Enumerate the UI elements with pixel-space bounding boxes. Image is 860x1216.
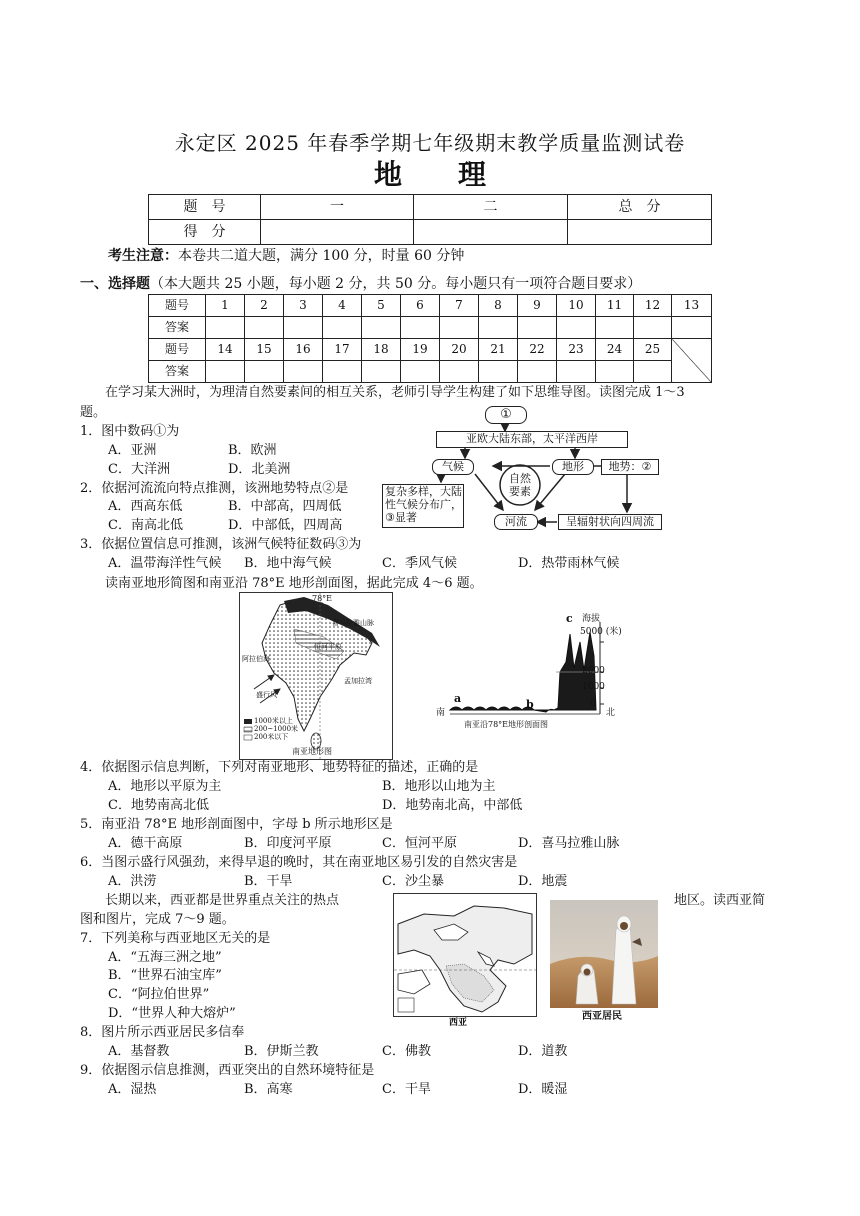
question-number: 1: [206, 295, 245, 317]
map-legend-2: 200~1000米: [254, 725, 299, 733]
answer-cell[interactable]: [518, 317, 557, 339]
row-label: 题号: [149, 339, 206, 361]
option[interactable]: C．南高北低: [108, 518, 183, 533]
feature-line: 性气候分布广，: [385, 498, 462, 511]
intro-paragraph-cont: 图和图片，完成 7～9 题。: [80, 912, 235, 927]
notice: [108, 247, 464, 266]
exam-title: 永定区 2025 年春季学期七年级期末教学质量监测试卷: [174, 131, 686, 155]
answer-cell[interactable]: [440, 317, 479, 339]
question-number: 22: [518, 339, 557, 361]
score-header-cell: 总 分: [568, 195, 712, 220]
option[interactable]: C．佛教: [382, 1044, 431, 1059]
question-number: 20: [440, 339, 479, 361]
answer-cell[interactable]: [518, 361, 557, 383]
south-asia-map: [239, 592, 393, 760]
answer-row-numbers: [149, 295, 712, 317]
option[interactable]: D．“世界人种大熔炉”: [108, 1006, 236, 1021]
question-8: 8．图片所示西亚居民多信奉: [80, 1025, 245, 1040]
question-number: 12: [634, 295, 672, 317]
question-number: 10: [557, 295, 596, 317]
intro-paragraph: 读南亚地形简图和南亚沿 78°E 地形剖面图，据此完成 4～6 题。: [105, 576, 483, 591]
score-table: [148, 194, 712, 245]
answer-cell[interactable]: [284, 317, 323, 339]
option[interactable]: A．洪涝: [108, 874, 157, 889]
answer-cell[interactable]: [401, 361, 440, 383]
question-number: 6: [401, 295, 440, 317]
question-number: 13: [672, 295, 712, 317]
mindmap-slope: 地势：②: [601, 459, 659, 475]
question-number: 9: [518, 295, 557, 317]
profile-tick: 2000: [582, 666, 605, 676]
score-entry-cell[interactable]: [568, 220, 712, 245]
answer-cell[interactable]: [634, 361, 672, 383]
option[interactable]: A．“五海三洲之地”: [108, 950, 222, 965]
answer-row-blanks: [149, 361, 712, 383]
option[interactable]: C．大洋洲: [108, 462, 170, 477]
option[interactable]: A．基督教: [108, 1044, 170, 1059]
question-number: 3: [284, 295, 323, 317]
map-caption: 南亚地形图: [292, 747, 332, 756]
profile-label-c: c: [566, 612, 573, 625]
score-header-cell: 二: [414, 195, 568, 220]
score-header-cell: 题 号: [149, 195, 261, 220]
answer-cell[interactable]: [206, 317, 245, 339]
question-4: 4．依据图示信息判断，下列对南亚地形、地势特征的描述，正确的是: [80, 760, 479, 775]
option[interactable]: A．亚洲: [108, 443, 157, 458]
option[interactable]: C．干旱: [382, 1082, 431, 1097]
map-label-meridian: 78°E: [312, 594, 333, 603]
map-label-arabian-sea: 阿拉伯海: [242, 655, 270, 663]
option[interactable]: D．喜马拉雅山脉: [518, 836, 620, 851]
answer-cell[interactable]: [440, 361, 479, 383]
map-label-wind: 盛行风: [256, 691, 277, 699]
question-7: 7．下列美称与西亚地区无关的是: [80, 931, 271, 946]
answer-row-blanks: [149, 317, 712, 339]
mindmap-feature: [382, 484, 464, 528]
profile-north: 北: [606, 708, 616, 718]
intro-paragraph-cont: 题。: [80, 405, 107, 420]
option[interactable]: B．中部高，四周低: [228, 499, 342, 514]
notice-text: 本卷共二道大题，满分 100 分，时量 60 分钟: [178, 248, 465, 264]
option[interactable]: D．地震: [518, 874, 568, 889]
section-label: 一、选择题: [80, 276, 150, 292]
west-asia-map-graphic: [393, 893, 537, 1017]
answer-cell[interactable]: [206, 361, 245, 383]
question-number: 5: [362, 295, 401, 317]
center-line: 要素: [509, 485, 531, 498]
answer-cell[interactable]: [362, 361, 401, 383]
option[interactable]: D．热带雨林气候: [518, 556, 620, 571]
question-number: 18: [362, 339, 401, 361]
question-number: 4: [323, 295, 362, 317]
mindmap-climate: 气候: [432, 459, 474, 475]
answer-cell[interactable]: [557, 317, 596, 339]
feature-line: ③显著: [385, 511, 417, 524]
center-line: 自然: [509, 472, 531, 485]
mindmap-river: 河流: [494, 514, 538, 530]
mindmap-node-1: ①: [485, 406, 527, 424]
option[interactable]: C．地势南高北低: [108, 798, 209, 813]
option[interactable]: C．沙尘暴: [382, 874, 444, 889]
answer-cell[interactable]: [596, 361, 634, 383]
option[interactable]: A．湿热: [108, 1082, 157, 1097]
row-label: 题号: [149, 295, 206, 317]
mindmap-terrain: 地形: [552, 459, 594, 475]
question-number: 24: [596, 339, 634, 361]
row-label: 答案: [149, 317, 206, 339]
score-label-cell: 得 分: [149, 220, 261, 245]
option[interactable]: D．北美洲: [228, 462, 291, 477]
option[interactable]: A．西高东低: [108, 499, 183, 514]
question-number: 8: [479, 295, 518, 317]
profile-caption: 南亚沿78°E地形剖面图: [464, 720, 549, 729]
option[interactable]: B．印度河平原: [244, 836, 332, 851]
option[interactable]: C．季风气候: [382, 556, 457, 571]
mindmap-radial: 呈辐射状向四周流: [558, 514, 662, 530]
answer-cell[interactable]: [401, 317, 440, 339]
question-number: 17: [323, 339, 362, 361]
answer-cell[interactable]: [284, 361, 323, 383]
score-entry-cell[interactable]: [261, 220, 414, 245]
intro-paragraph: 地区。读西亚简: [674, 893, 766, 908]
section-heading: [80, 275, 641, 294]
option[interactable]: B．干旱: [244, 874, 293, 889]
option[interactable]: B．伊斯兰教: [244, 1044, 319, 1059]
option[interactable]: C．“阿拉伯世界”: [108, 987, 210, 1002]
answer-cell[interactable]: [362, 317, 401, 339]
west-asia-map: [393, 893, 535, 1031]
question-2: 2．依据河流流向特点推测，该洲地势特点②是: [80, 481, 349, 496]
question-6: 6．当图示盛行风强劲，来得早退的晚时，其在南亚地区易引发的自然灾害是: [80, 855, 518, 870]
question-1: 1．图中数码①为: [80, 424, 180, 439]
option[interactable]: D．地势南北高，中部低: [382, 798, 523, 813]
question-number: 15: [245, 339, 284, 361]
question-number: 2: [245, 295, 284, 317]
option[interactable]: B．“世界石油宝库”: [108, 968, 222, 983]
answer-cell[interactable]: [323, 317, 362, 339]
question-5: 5．南亚沿 78°E 地形剖面图中，字母 b 所示地形区是: [80, 817, 393, 832]
question-number: 19: [401, 339, 440, 361]
score-header-cell: 一: [261, 195, 414, 220]
answer-cell[interactable]: [557, 361, 596, 383]
mindmap-location: 亚欧大陆东部，太平洋西岸: [436, 431, 628, 448]
answer-cell[interactable]: [634, 317, 672, 339]
answer-cell[interactable]: [479, 317, 518, 339]
option[interactable]: A．温带海洋性气候: [108, 556, 222, 571]
answer-cell[interactable]: [245, 317, 284, 339]
row-label: 答案: [149, 361, 206, 383]
map-label-bay: 孟加拉湾: [344, 677, 372, 685]
west-asia-photo: [550, 900, 658, 1008]
answer-cell[interactable]: [323, 361, 362, 383]
question-number: 14: [206, 339, 245, 361]
option[interactable]: B．地中海气候: [244, 556, 332, 571]
option[interactable]: A．地形以平原为主: [108, 779, 222, 794]
question-number: 25: [634, 339, 672, 361]
option[interactable]: B．欧洲: [228, 443, 277, 458]
question-3: 3．依据位置信息可推测，该洲气候特征数码③为: [80, 537, 362, 552]
answer-cell[interactable]: [479, 361, 518, 383]
map-legend-3: 200米以下: [254, 733, 289, 741]
answer-row-numbers: [149, 339, 712, 361]
question-number: 21: [479, 339, 518, 361]
profile-south: 南: [436, 708, 446, 718]
option[interactable]: A．德干高原: [108, 836, 183, 851]
resident-photo: [550, 900, 658, 1008]
intro-paragraph: 长期以来，西亚都是世界重点关注的热点: [105, 893, 340, 908]
profile-tick: 1000: [582, 682, 605, 692]
option[interactable]: D．中部低，四周高: [228, 518, 343, 533]
answer-cell[interactable]: [672, 317, 712, 339]
question-number: 11: [596, 295, 634, 317]
option[interactable]: D．暖湿: [518, 1082, 568, 1097]
mindmap-center: [500, 472, 540, 498]
photo-caption: 西亚居民: [582, 1011, 622, 1022]
option[interactable]: B．高寒: [244, 1082, 293, 1097]
profile-tick: 0: [590, 699, 596, 709]
answer-cell[interactable]: [245, 361, 284, 383]
question-9: 9．依据图示信息推测，西亚突出的自然环境特征是: [80, 1063, 375, 1078]
question-number: 7: [440, 295, 479, 317]
section-text: （本大题共 25 小题，每小题 2 分，共 50 分。每小题只有一项符合题目要求）: [150, 276, 642, 292]
question-number: 23: [557, 339, 596, 361]
map-label-himalaya: 喜马拉雅山脉: [332, 619, 374, 627]
intro-paragraph: 在学习某大洲时，为理清自然要素间的相互关系，老师引导学生构建了如下思维导图。读图完成 1～3: [105, 385, 685, 400]
option[interactable]: D．道教: [518, 1044, 568, 1059]
profile-axis-label: 海拔: [582, 614, 601, 624]
subject-title: 地 理: [373, 158, 486, 191]
map-label-plain: 恒河平原: [314, 643, 342, 651]
profile-axis-unit: 5000 (米): [580, 627, 622, 637]
profile-label-b: b: [526, 698, 534, 711]
west-asia-caption: 西亚: [449, 1018, 468, 1028]
option[interactable]: B．地形以山地为主: [382, 779, 496, 794]
score-entry-cell[interactable]: [414, 220, 568, 245]
profile-label-a: a: [454, 692, 462, 705]
notice-label: 考生注意：: [108, 248, 178, 264]
map-legend-1: 1000米以上: [254, 717, 293, 725]
answer-cell[interactable]: [596, 317, 634, 339]
question-number: 16: [284, 339, 323, 361]
profile-diagram: [430, 612, 630, 734]
diagonal-cell: [672, 339, 712, 383]
answer-table: [148, 294, 712, 383]
option[interactable]: C．恒河平原: [382, 836, 457, 851]
feature-line: 复杂多样，大陆: [385, 485, 462, 498]
